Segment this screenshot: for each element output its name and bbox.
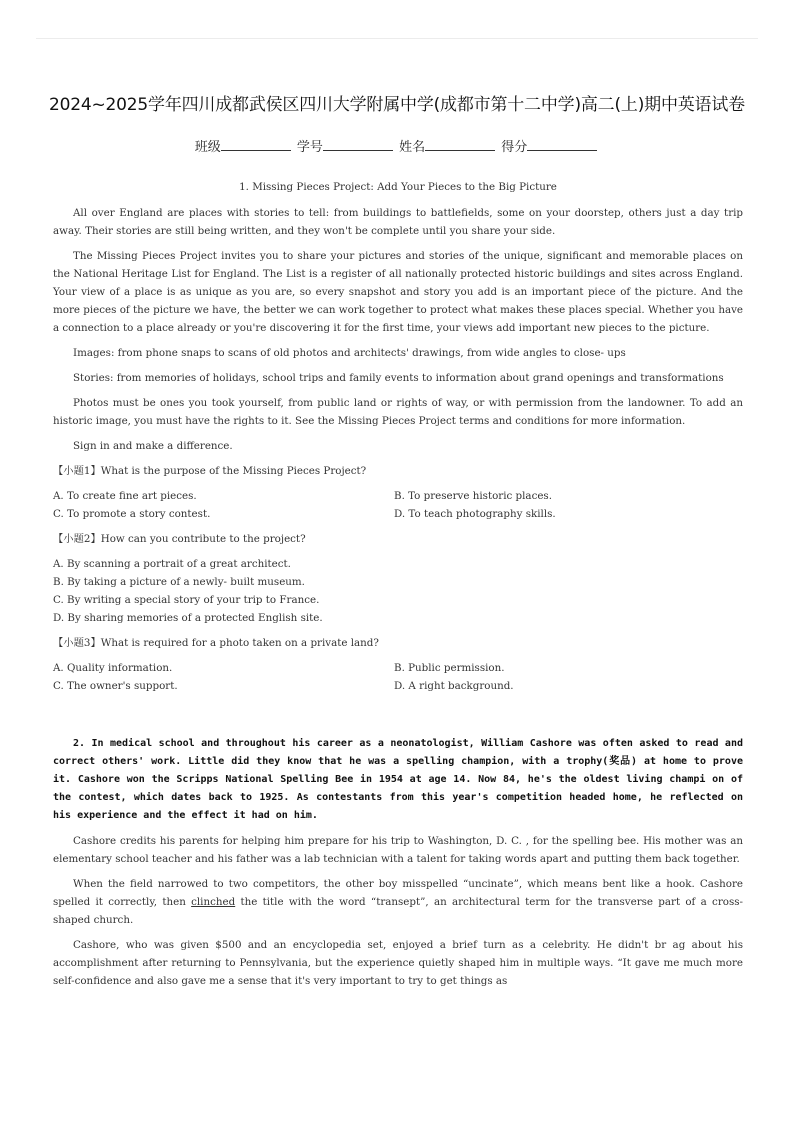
option-c[interactable]: C. By writing a special story of your trip to France. — [53, 594, 320, 606]
underlined-word: clinched — [191, 896, 236, 908]
sub-question-3-options — [53, 659, 743, 695]
passage1-heading: 1. Missing Pieces Project: Add Your Pieces to the Big Picture — [239, 181, 557, 193]
name-label: 姓名 — [399, 140, 426, 155]
student-number-blank[interactable] — [323, 138, 393, 151]
score-label: 得分 — [501, 140, 528, 155]
passage1-paragraph: Stories: from memories of holidays, school trips and family events to information about grand openings and transformations — [73, 372, 724, 384]
name-blank[interactable] — [425, 138, 495, 151]
sub-question-2: 【小题2】How can you contribute to the project? — [53, 533, 306, 545]
student-number-label: 学号 — [296, 140, 323, 155]
student-info-bar — [0, 136, 794, 155]
passage2-intro: 2. In medical school and throughout his career as a neonatologist, William Cashore was often asked to read and correct others' work. Little did they know that he was a spelling champion, with a trophy(奖品) at home to prove it. Cashore won the Scripps National Spelling Bee in 1954 at age 14. Now 84, he's the oldest living champi on of the contest, which dates back to 1925. As contestants from this year's competition headed home, he reflected on his experience and the effect it had on him. — [53, 738, 743, 821]
student-number-field[interactable] — [297, 136, 395, 155]
passage1-paragraph: Images: from phone snaps to scans of old photos and architects' drawings, from wide angles to close- ups — [73, 347, 626, 359]
score-field[interactable] — [501, 136, 599, 155]
class-field[interactable] — [195, 136, 293, 155]
option-a[interactable]: A. Quality information. — [53, 662, 173, 674]
passage1-paragraph: All over England are places with stories to tell: from buildings to battlefields, some on your doorstep, others just a day trip away. Their stories are still being written, and they won't be complete until you share your side. — [53, 207, 743, 237]
sub-question-1: 【小题1】What is the purpose of the Missing Pieces Project? — [53, 465, 367, 477]
passage2-text: the title with the word “transept”, an architectural term for the transverse part of a cross- shaped church. — [53, 896, 743, 926]
option-c[interactable]: C. To promote a story contest. — [53, 508, 211, 520]
sub-question-1-options — [53, 487, 743, 523]
option-b[interactable]: B. To preserve historic places. — [394, 490, 552, 502]
passage2-paragraph: Cashore, who was given $500 and an encyclopedia set, enjoyed a brief turn as a celebrity. He didn't br ag about his accomplishment after returning to Pennsylvania, but the experience quietly shaped him in multiple ways. “It gave me much more self-confidence and also gave me a sense that it's very important to try to get things as — [53, 939, 743, 987]
option-a[interactable]: A. To create fine art pieces. — [53, 490, 197, 502]
exam-content — [53, 178, 743, 997]
option-a[interactable]: A. By scanning a portrait of a great architect. — [53, 558, 291, 570]
option-b[interactable]: B. By taking a picture of a newly- built museum. — [53, 576, 305, 588]
name-field[interactable] — [399, 136, 497, 155]
score-blank[interactable] — [527, 138, 597, 151]
passage2-text: When the field narrowed to two competitors, the other boy misspelled “uncinate”, which means bent like a hook. Cashore spelled it correctly, then — [53, 878, 743, 908]
option-d[interactable]: D. A right background. — [394, 680, 514, 692]
class-blank[interactable] — [221, 138, 291, 151]
passage2-paragraph: Cashore credits his parents for helping him prepare for his trip to Washington, D. C. , for the spelling bee. His mother was an elementary school teacher and his father was a lab technician with a talent for taking words apart and putting them back together. — [53, 835, 743, 865]
class-label: 班级 — [194, 140, 221, 155]
passage1-paragraph: The Missing Pieces Project invites you to share your pictures and stories of the unique, significant and memorable places on the National Heritage List for England. The List is a register of all nationally protected historic buildings and sites across England. Your view of a place is as unique as you are, so every snapshot and story you add is an important piece of the picture. And the more pieces of the picture we have, the better we can work together to protect what makes these places special. Whether you have a connection to a place already or you're discovering it for the first time, your views add important new pieces to the picture. — [53, 250, 743, 334]
exam-title: 2024~2025学年四川成都武侯区四川大学附属中学(成都市第十二中学)高二(上)期中英语试卷 — [49, 95, 745, 115]
top-divider — [36, 38, 758, 39]
section-gap — [53, 702, 743, 735]
sub-question-3: 【小题3】What is required for a photo taken on a private land? — [53, 637, 379, 649]
option-d[interactable]: D. To teach photography skills. — [394, 508, 556, 520]
passage1-paragraph: Photos must be ones you took yourself, from public land or rights of way, or with permission from the landowner. To add an historic image, you must have the rights to it. See the Missing Pieces Project terms and conditions for more information. — [53, 397, 743, 427]
passage2-paragraph — [53, 875, 743, 929]
passage1-paragraph: Sign in and make a difference. — [73, 440, 233, 452]
option-b[interactable]: B. Public permission. — [394, 662, 505, 674]
option-c[interactable]: C. The owner's support. — [53, 680, 178, 692]
option-d[interactable]: D. By sharing memories of a protected English site. — [53, 612, 323, 624]
sub-question-2-options — [53, 555, 743, 627]
